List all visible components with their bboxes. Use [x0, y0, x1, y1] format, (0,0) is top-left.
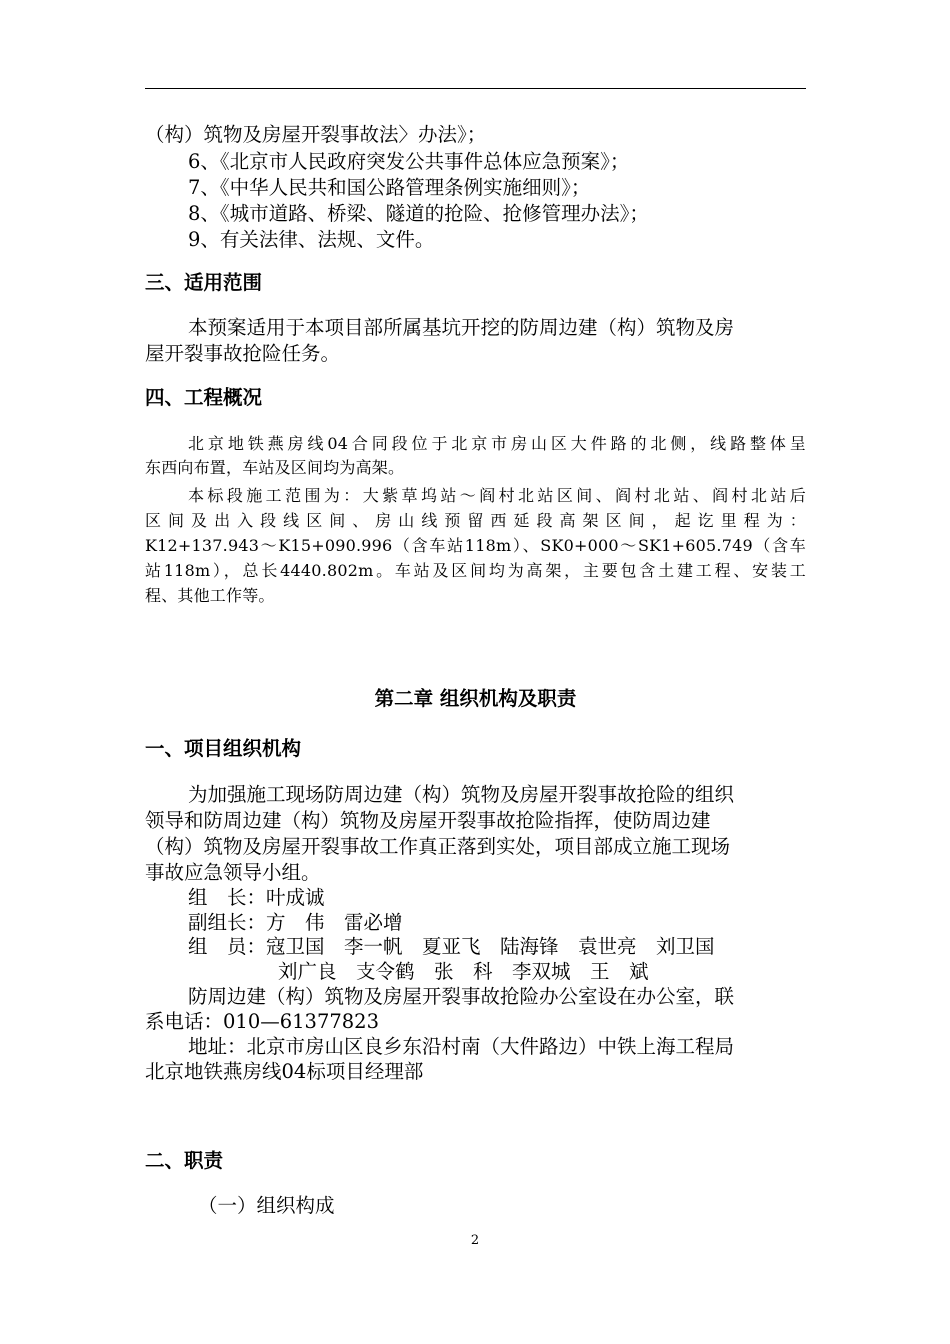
- section-heading: 四、工程概况: [145, 386, 263, 409]
- list-item: 9、有关法律、法规、文件。: [188, 228, 435, 251]
- paragraph-line: 区间及出入段线区间、房山线预留西延段高架区间，起讫里程为：: [145, 511, 806, 530]
- paragraph-line: 北京地铁燕房线04合同段位于北京市房山区大件路的北侧，线路整体呈: [188, 434, 806, 453]
- paragraph-line: 系电话：010—61377823: [145, 1010, 379, 1033]
- member-line: 组 员：寇卫国 李一帆 夏亚飞 陆海锋 袁世亮 刘卫国: [188, 935, 715, 958]
- member-line: 组 长：叶成诚: [188, 886, 325, 909]
- list-item: 6、《北京市人民政府突发公共事件总体应急预案》；: [188, 150, 630, 173]
- list-item: 7、《中华人民共和国公路管理条例实施细则》；: [188, 176, 591, 199]
- header-rule: [145, 88, 806, 89]
- paragraph-line: 北京地铁燕房线04标项目经理部: [145, 1060, 424, 1083]
- paragraph-line: 程、其他工作等。: [145, 586, 275, 605]
- paragraph-line: 为加强施工现场防周边建（构）筑物及房屋开裂事故抢险的组织: [188, 783, 735, 806]
- section-heading: 一、项目组织机构: [145, 737, 302, 760]
- paragraph-line: 站118m），总长4440.802m。车站及区间均为高架，主要包含土建工程、安装工: [145, 561, 806, 580]
- paragraph-line: K12+137.943～K15+090.996（含车站118m）、SK0+000～SK1+605.749（含车: [145, 536, 806, 555]
- member-line: 刘广良 支令鹤 张 科 李双城 王 斌: [278, 960, 649, 983]
- chapter-title: 第二章 组织机构及职责: [374, 687, 577, 710]
- paragraph-line: 本标段施工范围为：大紫草坞站～阎村北站区间、阎村北站、阎村北站后: [188, 486, 806, 505]
- page-number: 2: [470, 1233, 480, 1248]
- paragraph-line: 东西向布置，车站及区间均为高架。: [145, 458, 405, 477]
- paragraph-line: （构）筑物及房屋开裂事故工作真正落到实处，项目部成立施工现场: [145, 835, 731, 858]
- paragraph-line: 事故应急领导小组。: [145, 861, 321, 884]
- subsection-heading: （一）组织构成: [198, 1194, 335, 1217]
- paragraph-line: 领导和防周边建（构）筑物及房屋开裂事故抢险指挥，使防周边建: [145, 809, 711, 832]
- paragraph-line: 本预案适用于本项目部所属基坑开挖的防周边建（构）筑物及房: [188, 316, 735, 339]
- section-heading: 三、适用范围: [145, 271, 263, 294]
- section-heading: 二、职责: [145, 1149, 224, 1172]
- paragraph-line: 地址：北京市房山区良乡东沿村南（大件路边）中铁上海工程局: [188, 1035, 735, 1058]
- paragraph-line: 屋开裂事故抢险任务。: [145, 342, 341, 365]
- member-line: 副组长：方 伟 雷必增: [188, 911, 403, 934]
- paragraph-line: 防周边建（构）筑物及房屋开裂事故抢险办公室设在办公室，联: [188, 985, 735, 1008]
- list-item: 8、《城市道路、桥梁、隧道的抢险、抢修管理办法》；: [188, 202, 649, 225]
- text-line: （构）筑物及房屋开裂事故法〉办法》；: [145, 123, 487, 146]
